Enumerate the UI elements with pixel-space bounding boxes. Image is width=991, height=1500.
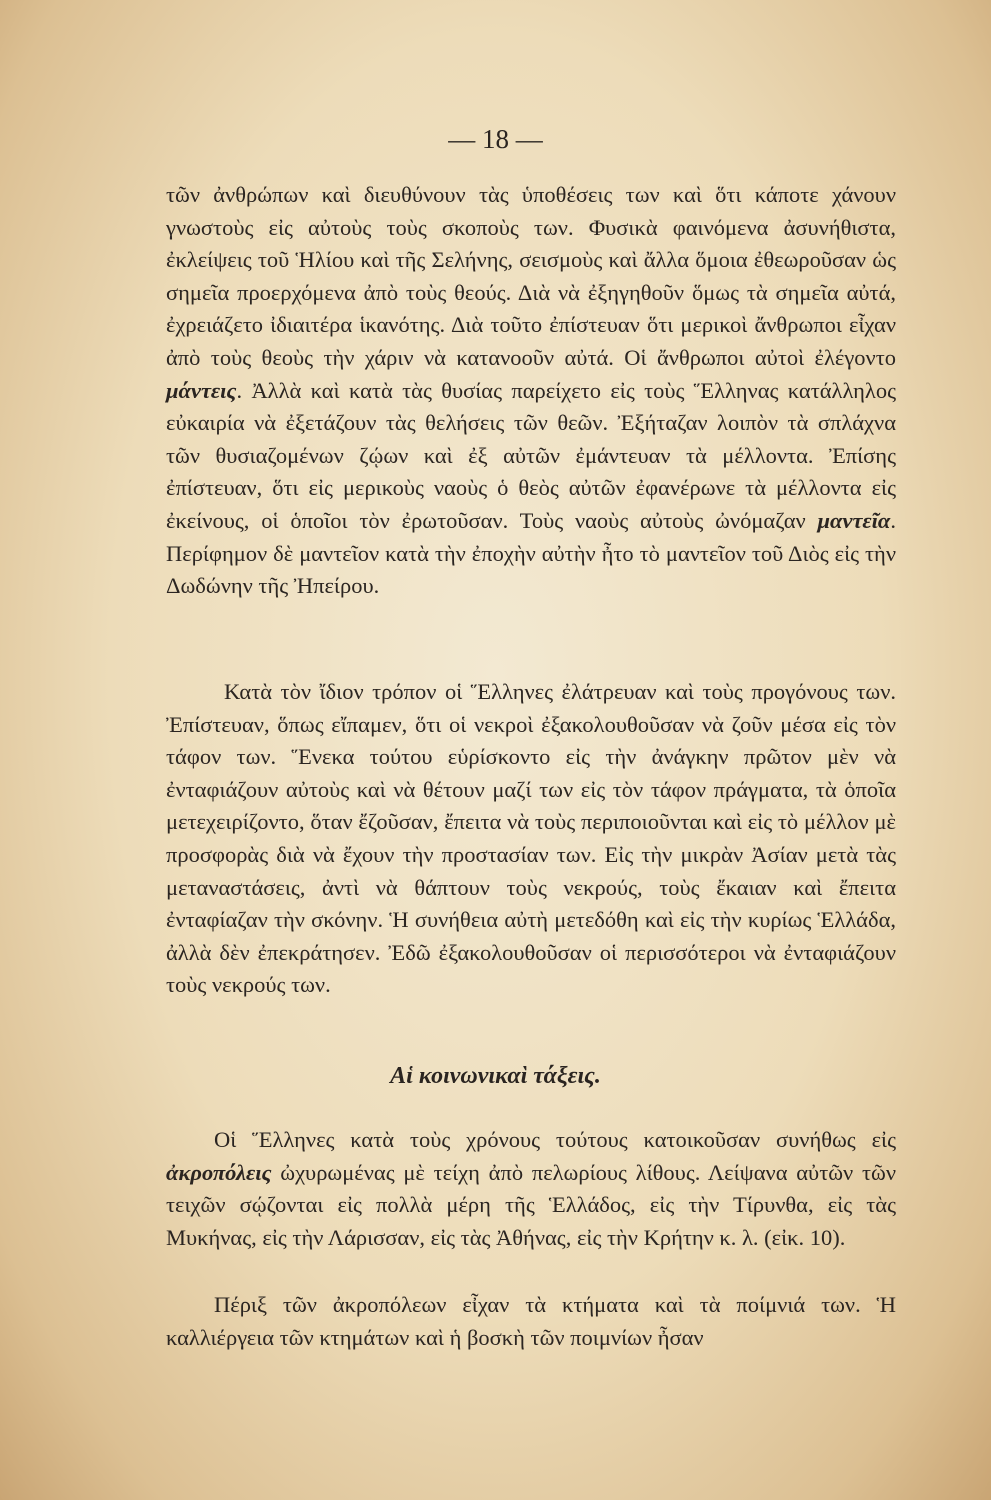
text-run: . Περίφημον δὲ μαντεῖον κατὰ τὴν ἐποχὴν αὐτὴν ἦτο τὸ μαντεῖον τοῦ Διὸς εἰς τὴν Δωδώνην τῆς Ἠπείρου. [166, 507, 896, 599]
section-heading: Αἱ κοινωνικαὶ τάξεις. [390, 1063, 601, 1089]
paragraph-3 [166, 1124, 896, 1254]
emphasized-term-akropoleis: ἀκροπόλεις [166, 1159, 272, 1185]
paragraph-2 [166, 676, 896, 1002]
paragraph-4 [166, 1289, 896, 1354]
text-run: Πέριξ τῶν ἀκροπόλεων εἶχαν τὰ κτήματα καὶ τὰ ποίμνιά των. Ἡ καλλιέργεια τῶν κτημάτων καὶ ἡ βοσκὴ τῶν ποιμνίων ἦσαν [166, 1292, 896, 1350]
text-run: Οἱ Ἕλληνες κατὰ τοὺς χρόνους τούτους κατοικοῦσαν συνήθως εἰς [214, 1127, 896, 1152]
text-run: . Ἀλλὰ καὶ κατὰ τὰς θυσίας παρείχετο εἰς τοὺς Ἕλληνας κατάλληλος εὐκαιρία νὰ ἐξετάζουν τὰς θελήσεις τῶν θεῶν. Ἐξήταζαν λοιπὸν τὰ σπλάχνα τῶν θυσιαζομένων ζῴων καὶ ἐξ αὐτῶν ἐμάντευαν τὰ μέλλοντα. Ἐπίσης ἐπίστευαν, ὅτι εἰς μερικοὺς ναοὺς ὁ θεὸς αὐτῶν ἐφανέρωνε τὰ μέλλοντα εἰς ἐκείνους, οἱ ὁποῖοι τὸν ἐρωτοῦσαν. Τοὺς ναοὺς αὐτοὺς ὠνόμαζαν [166, 377, 896, 533]
text-run: τῶν ἀνθρώπων καὶ διευθύνουν τὰς ὑποθέσεις των καὶ ὅτι κάποτε χάνουν γνωστοὺς εἰς αὐτοὺς τοὺς σκοποὺς των. Φυσικὰ φαινόμενα ἀσυνήθιστα, ἐκλείψεις τοῦ Ἡλίου καὶ τῆς Σελήνης, σεισμοὺς καὶ ἄλλα ὅμοια ἐθεωροῦσαν ὡς σημεῖα προερχόμενα ἀπὸ τοὺς θεούς. Διὰ νὰ ἐξηγηθοῦν ὅμως τὰ σημεῖα αὐτά, ἐχρειάζετο ἰδιαιτέρα ἱκανότης. Διὰ τοῦτο ἐπίστευαν ὅτι μερικοὶ ἄνθρωποι εἶχαν ἀπὸ τοὺς θεοὺς τὴν χάριν νὰ κατανοοῦν αὐτά. Οἱ ἄνθρωποι αὐτοὶ ἐλέγοντο [166, 182, 896, 370]
page-number: — 18 — [448, 124, 543, 154]
paragraph-1 [166, 179, 896, 603]
text-run: ὠχυρωμένας μὲ τείχη ἀπὸ πελωρίους λίθους. Λείψανα αὐτῶν τῶν τειχῶν σῴζονται εἰς πολλὰ μέρη τῆς Ἑλλάδος, εἰς τὴν Τίρυνθα, εἰς τὰς Μυκήνας, εἰς τὴν Λάρισσαν, εἰς τὰς Ἀθήνας, εἰς τὴν Κρήτην κ. λ. (εἰκ. 10). [166, 1159, 896, 1250]
emphasized-term-manteia: μαντεῖα [817, 507, 891, 533]
text-run: Κατὰ τὸν ἴδιον τρόπον οἱ Ἕλληνες ἐλάτρευαν καὶ τοὺς προγόνους των. Ἐπίστευαν, ὅπως εἴπαμεν, ὅτι οἱ νεκροὶ ἐξακολουθοῦσαν νὰ ζοῦν μέσα εἰς τὸν τάφον των. Ἕνεκα τούτου εὑρίσκοντο εἰς τὴν ἀνάγκην πρῶτον μὲν νὰ ἐνταφιάζουν αὐτοὺς καὶ νὰ θέτουν μαζί των εἰς τὸν τάφον πράγματα, τὰ ὁποῖα μετεχειρίζοντο, ὅταν ἔζοῦσαν, ἔπειτα νὰ τοὺς περιποιοῦνται καὶ εἰς τὸ μέλλον μὲ προσφορὰς διὰ νὰ ἔχουν τὴν προστασίαν των. Εἰς τὴν μικρὰν Ἀσίαν μετὰ τὰς μεταναστάσεις, ἀντὶ νὰ θάπτουν τοὺς νεκρούς, τοὺς ἔκαιαν καὶ ἔπειτα ἐνταφίαζαν τὴν σκόνην. Ἡ συνήθεια αὐτὴ μετεδόθη καὶ εἰς τὴν κυρίως Ἑλλάδα, ἀλλὰ δὲν ἐπεκράτησεν. Ἐδῶ ἐξακολουθοῦσαν οἱ περισσότεροι νὰ ἐνταφιάζουν τοὺς νεκρούς των. [166, 679, 896, 998]
emphasized-term-manteis: μάντεις [166, 377, 237, 403]
